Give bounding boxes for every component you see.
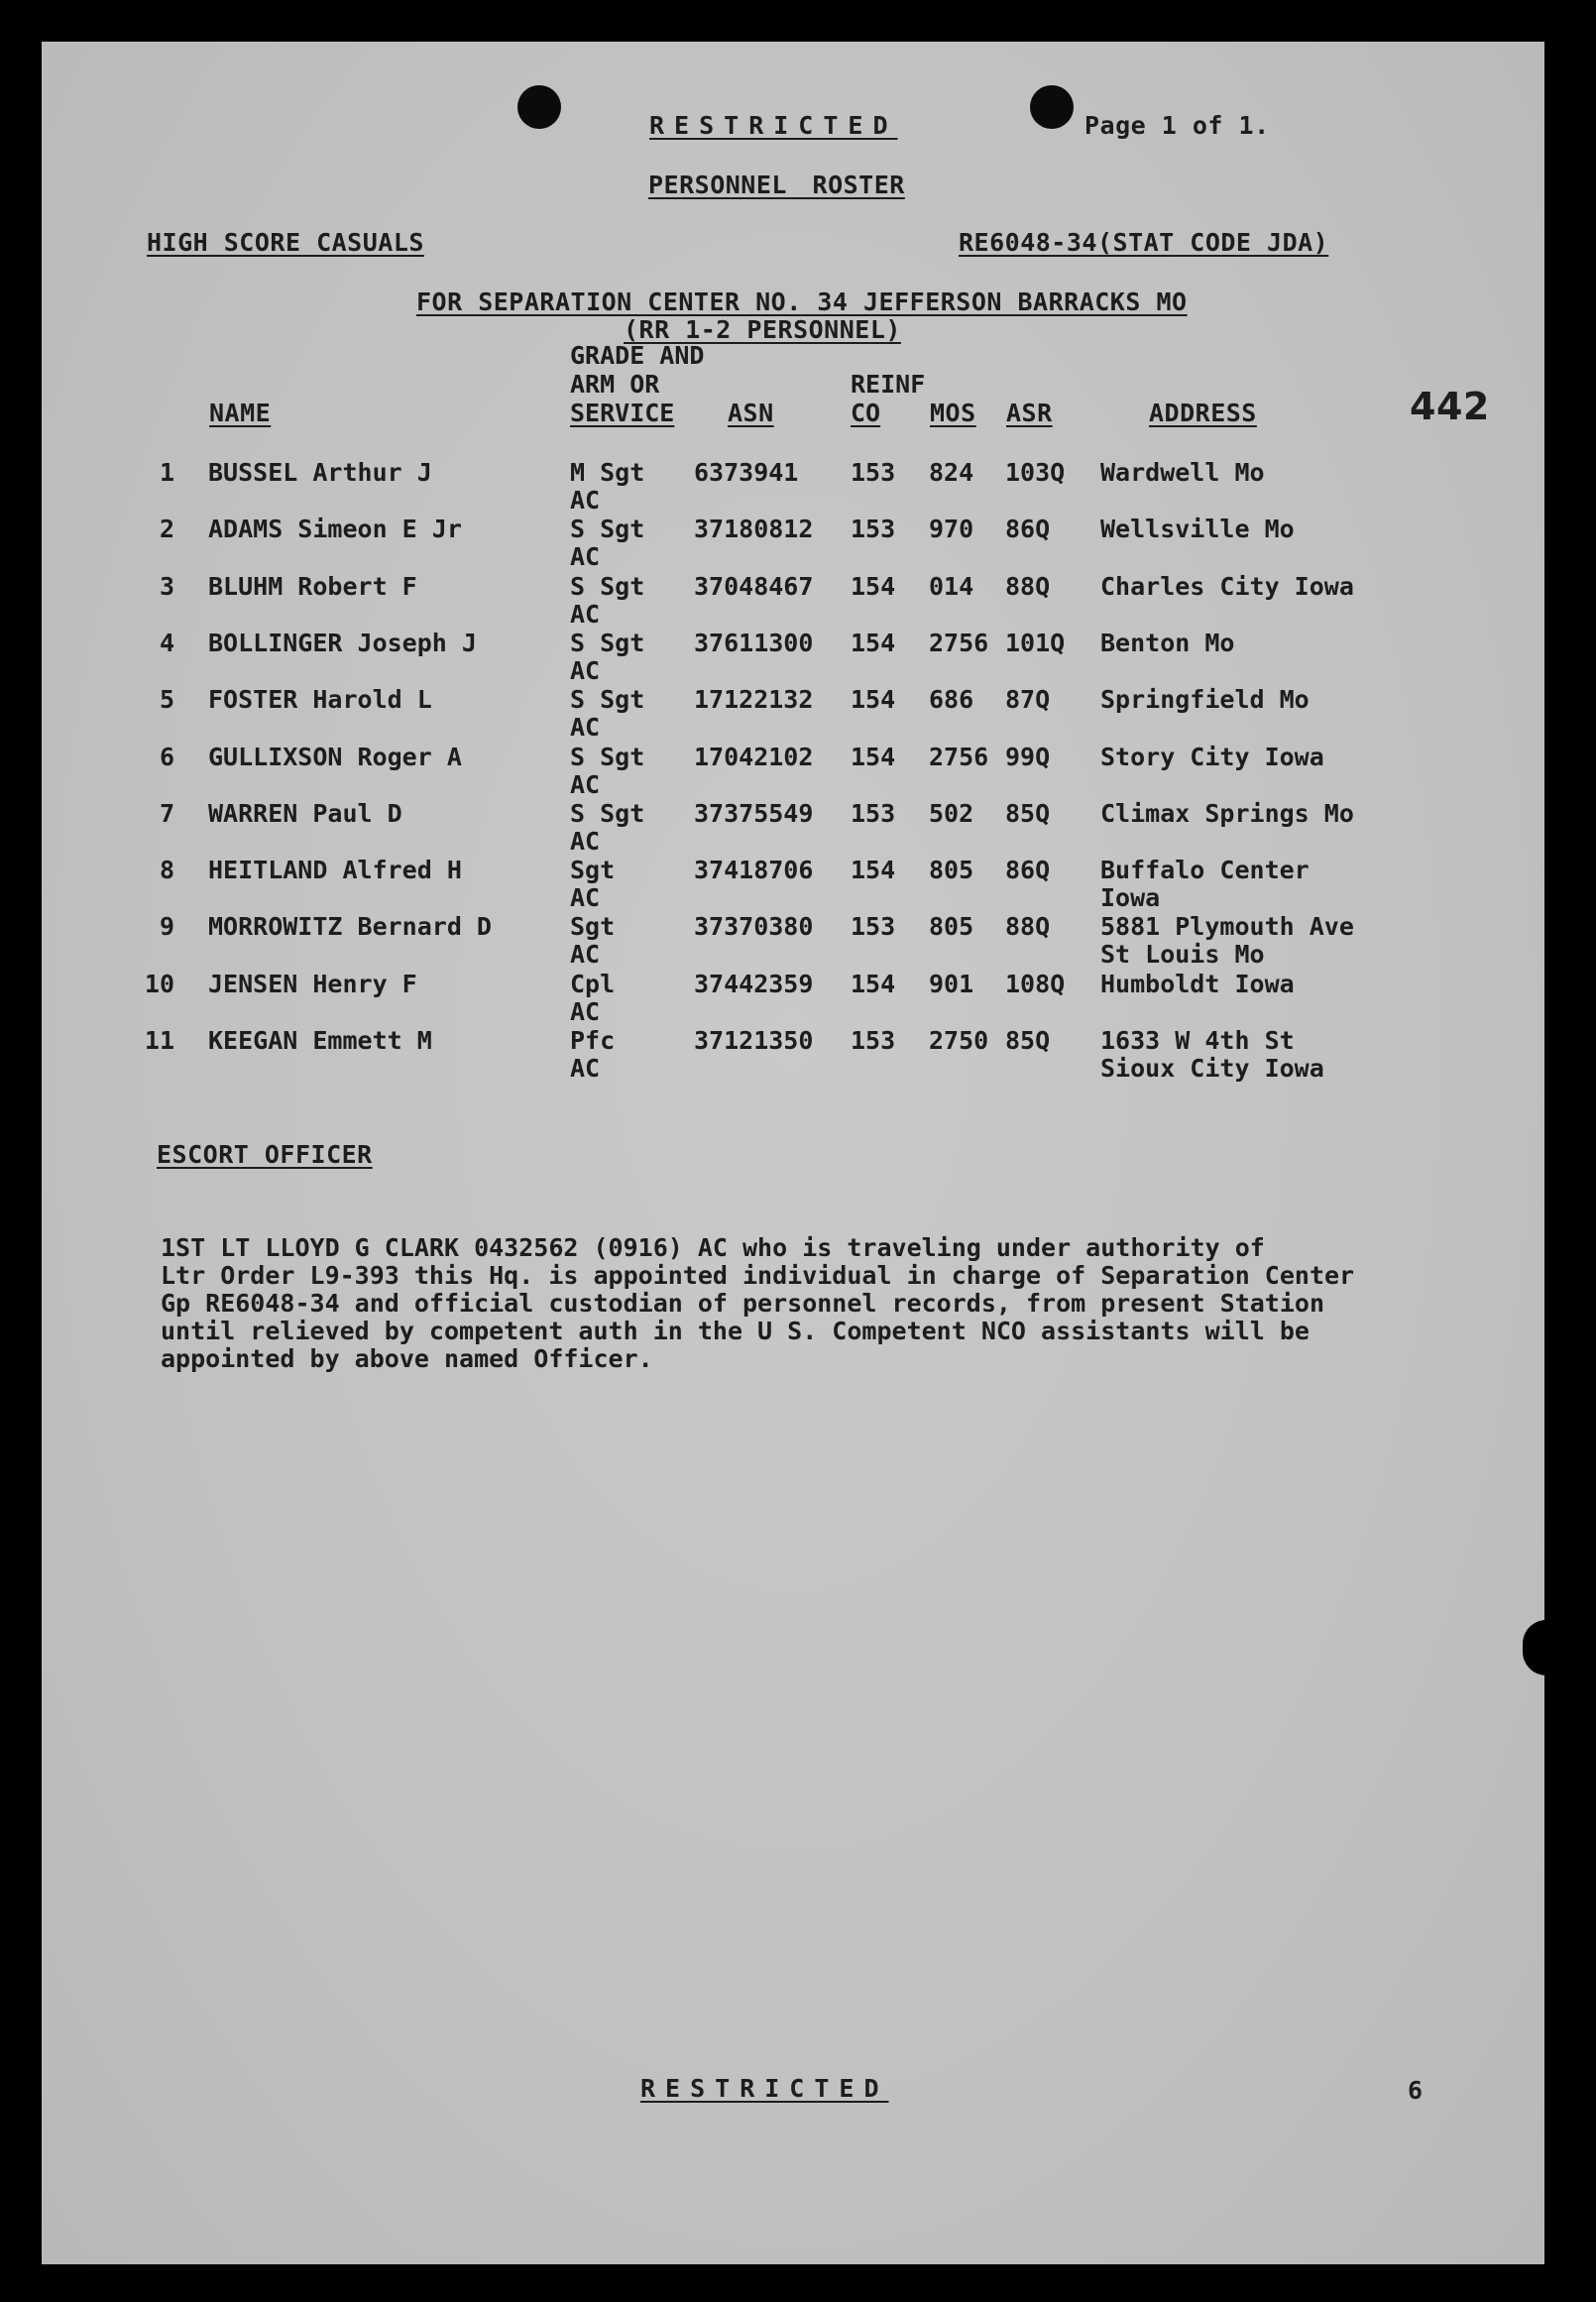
cell-mos: 901 — [929, 969, 974, 998]
cell-addr1: Buffalo Center — [1100, 856, 1310, 885]
escort-line: 1ST LT LLOYD G CLARK 0432562 (0916) AC who is traveling under authority of — [161, 1233, 1265, 1262]
cell-asr: 86Q — [1005, 856, 1051, 885]
cell-co: 153 — [851, 458, 896, 487]
cell-co: 153 — [851, 1026, 896, 1055]
cell-mos: 014 — [929, 571, 974, 601]
cell-addr1: Wardwell Mo — [1100, 458, 1265, 487]
escort-line: Gp RE6048-34 and official custodian of personnel records, from present Station — [161, 1289, 1324, 1318]
cell-asr: 103Q — [1005, 458, 1066, 487]
cell-addr2: Iowa — [1100, 883, 1161, 913]
cell-name: ADAMS Simeon E Jr — [208, 515, 462, 544]
col-asr: ASR — [1006, 399, 1053, 427]
table-row — [42, 572, 1544, 629]
escort-line: until relieved by competent auth in the U S. Competent NCO assistants will be — [161, 1317, 1310, 1345]
col-reinf-co: REINF CO — [851, 370, 926, 427]
cell-mos: 2750 — [929, 1026, 989, 1055]
cell-asn: 37611300 — [694, 628, 814, 657]
cell-no: 2 — [159, 515, 174, 544]
table-row — [42, 912, 1544, 969]
cell-grade: M Sgt — [570, 458, 645, 487]
restricted-footer: RESTRICTED — [640, 2074, 889, 2103]
cell-addr1: 1633 W 4th St — [1100, 1026, 1295, 1055]
cell-no: 7 — [159, 798, 174, 828]
cell-grade: S Sgt — [570, 571, 645, 601]
escort-line: Ltr Order L9-393 this Hq. is appointed individual in charge of Separation Center — [161, 1261, 1355, 1290]
table-row — [42, 970, 1544, 1026]
binder-notch — [1523, 1620, 1546, 1675]
cell-co: 154 — [851, 742, 896, 771]
cell-addr1: Climax Springs Mo — [1100, 798, 1354, 828]
cell-asr: 88Q — [1005, 912, 1051, 942]
cell-mos: 2756 — [929, 628, 989, 657]
cell-co: 154 — [851, 571, 896, 601]
cell-co: 153 — [851, 798, 896, 828]
cell-name: GULLIXSON Roger A — [208, 742, 462, 771]
col-mos: MOS — [930, 399, 976, 427]
cell-asr: 99Q — [1005, 742, 1051, 771]
cell-asn: 17042102 — [694, 742, 814, 771]
cell-name: BUSSEL Arthur J — [208, 458, 432, 487]
cell-mos: 686 — [929, 685, 974, 715]
table-row — [42, 799, 1544, 856]
cell-no: 5 — [159, 685, 174, 715]
cell-mos: 2756 — [929, 742, 989, 771]
cell-addr2: St Louis Mo — [1100, 940, 1265, 970]
cell-asr: 85Q — [1005, 798, 1051, 828]
cell-name: HEITLAND Alfred H — [208, 856, 462, 885]
cell-asr: 108Q — [1005, 969, 1066, 998]
escort-heading: ESCORT OFFICER — [157, 1140, 373, 1169]
cell-arm: AC — [570, 883, 601, 913]
stamp-number: 442 — [1410, 385, 1490, 428]
cell-no: 6 — [159, 742, 174, 771]
cell-arm: AC — [570, 940, 601, 970]
table-row — [42, 515, 1544, 571]
cell-grade: S Sgt — [570, 798, 645, 828]
cell-arm: AC — [570, 486, 601, 515]
cell-asn: 37375549 — [694, 798, 814, 828]
cell-asr: 85Q — [1005, 1026, 1051, 1055]
cell-asn: 37048467 — [694, 571, 814, 601]
page-indicator: Page 1 of 1. — [1084, 111, 1270, 140]
cell-name: KEEGAN Emmett M — [208, 1026, 432, 1055]
cell-asr: 101Q — [1005, 628, 1066, 657]
col-name: NAME — [209, 399, 272, 427]
cell-addr1: Humboldt Iowa — [1100, 969, 1295, 998]
cell-mos: 970 — [929, 515, 974, 544]
cell-asn: 6373941 — [694, 458, 799, 487]
cell-grade: Pfc — [570, 1026, 616, 1055]
cell-grade: S Sgt — [570, 685, 645, 715]
cell-arm: AC — [570, 713, 601, 743]
restricted-header: RESTRICTED — [649, 111, 898, 140]
cell-mos: 805 — [929, 856, 974, 885]
cell-grade: Cpl — [570, 969, 616, 998]
cell-name: MORROWITZ Bernard D — [208, 912, 492, 942]
table-row — [42, 1026, 1544, 1083]
col-asn: ASN — [728, 399, 774, 427]
cell-no: 8 — [159, 856, 174, 885]
col-grade: GRADE AND ARM OR SERVICE — [570, 341, 705, 427]
document-page — [42, 42, 1544, 2264]
table-row — [42, 458, 1544, 515]
cell-asn: 37442359 — [694, 969, 814, 998]
cell-arm: AC — [570, 826, 601, 856]
cell-asn: 37121350 — [694, 1026, 814, 1055]
cell-asr: 87Q — [1005, 685, 1051, 715]
cell-co: 154 — [851, 969, 896, 998]
cell-addr1: Story City Iowa — [1100, 742, 1324, 771]
cell-grade: Sgt — [570, 912, 616, 942]
cell-arm: AC — [570, 599, 601, 629]
cell-grade: S Sgt — [570, 515, 645, 544]
cell-name: BOLLINGER Joseph J — [208, 628, 477, 657]
cell-no: 3 — [159, 571, 174, 601]
cell-no: 10 — [144, 969, 174, 998]
cell-asn: 37418706 — [694, 856, 814, 885]
destination: FOR SEPARATION CENTER NO. 34 JEFFERSON BARRACKS MO — [416, 288, 1188, 316]
cell-asr: 88Q — [1005, 571, 1051, 601]
escort-paragraph — [161, 1234, 1449, 1373]
page-mark: 6 — [1408, 2076, 1424, 2105]
personnel-type: (RR 1-2 PERSONNEL) — [624, 315, 901, 344]
cell-addr1: 5881 Plymouth Ave — [1100, 912, 1354, 942]
cell-co: 153 — [851, 912, 896, 942]
cell-arm: AC — [570, 542, 601, 572]
cell-co: 153 — [851, 515, 896, 544]
cell-grade: Sgt — [570, 856, 616, 885]
cell-addr1: Charles City Iowa — [1100, 571, 1354, 601]
cell-asn: 37370380 — [694, 912, 814, 942]
table-row — [42, 629, 1544, 685]
cell-mos: 805 — [929, 912, 974, 942]
cell-asn: 37180812 — [694, 515, 814, 544]
cell-no: 11 — [144, 1026, 174, 1055]
punch-hole-right — [1030, 85, 1074, 129]
cell-name: WARREN Paul D — [208, 798, 402, 828]
cell-co: 154 — [851, 856, 896, 885]
cell-arm: AC — [570, 1054, 601, 1083]
table-row — [42, 743, 1544, 799]
cell-asn: 17122132 — [694, 685, 814, 715]
group-name: HIGH SCORE CASUALS — [147, 228, 424, 257]
cell-name: JENSEN Henry F — [208, 969, 417, 998]
cell-no: 4 — [159, 628, 174, 657]
table-row — [42, 685, 1544, 742]
cell-addr2: Sioux City Iowa — [1100, 1054, 1324, 1083]
escort-line: appointed by above named Officer. — [161, 1344, 653, 1373]
punch-hole-left — [517, 85, 561, 129]
cell-arm: AC — [570, 996, 601, 1026]
cell-asr: 86Q — [1005, 515, 1051, 544]
group-code: RE6048-34(STAT CODE JDA) — [959, 228, 1329, 257]
cell-no: 9 — [159, 912, 174, 942]
cell-addr1: Wellsville Mo — [1100, 515, 1295, 544]
col-address: ADDRESS — [1149, 399, 1257, 427]
cell-mos: 824 — [929, 458, 974, 487]
cell-addr1: Springfield Mo — [1100, 685, 1310, 715]
cell-grade: S Sgt — [570, 628, 645, 657]
cell-no: 1 — [159, 458, 174, 487]
cell-mos: 502 — [929, 798, 974, 828]
roster-title: PERSONNEL ROSTER — [648, 171, 905, 199]
cell-co: 154 — [851, 628, 896, 657]
cell-name: BLUHM Robert F — [208, 571, 417, 601]
table-row — [42, 856, 1544, 912]
cell-grade: S Sgt — [570, 742, 645, 771]
cell-arm: AC — [570, 655, 601, 685]
cell-name: FOSTER Harold L — [208, 685, 432, 715]
cell-addr1: Benton Mo — [1100, 628, 1235, 657]
cell-co: 154 — [851, 685, 896, 715]
cell-arm: AC — [570, 769, 601, 799]
